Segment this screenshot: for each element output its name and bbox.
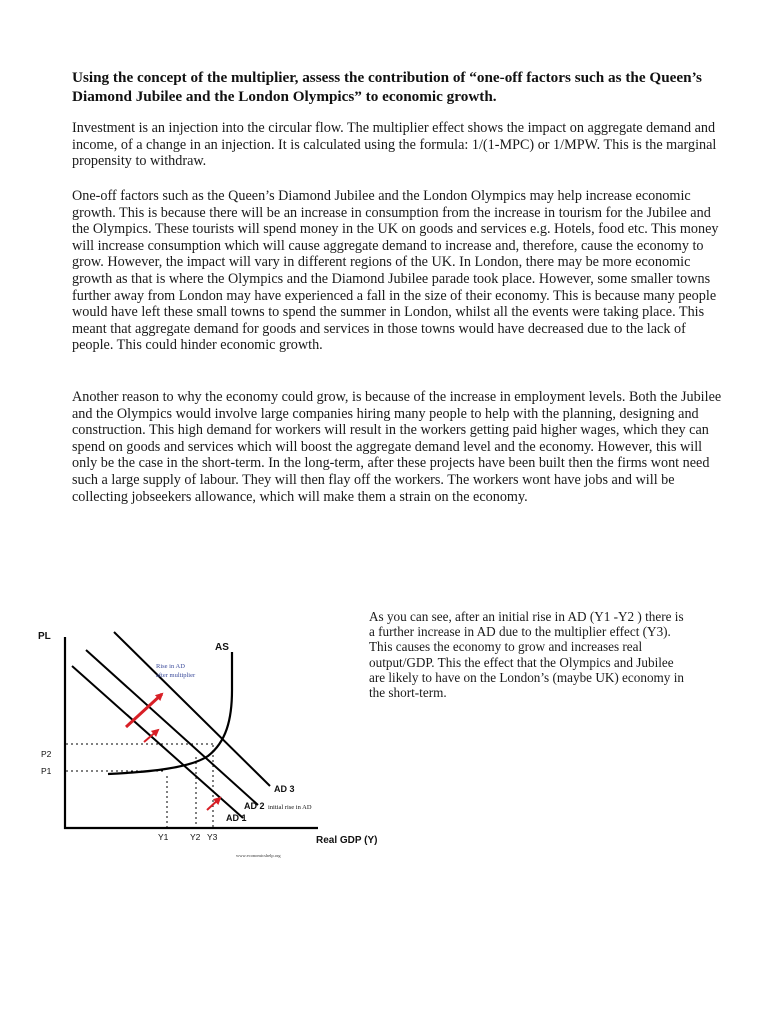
multiplier-annotation-line-1: Rise in AD [156, 663, 185, 670]
x-axis-label: Real GDP (Y) [316, 835, 378, 846]
paragraph-one-off-factors: One-off factors such as the Queen’s Diamond Jubilee and the London Olympics may help increase economic growth. This is because there will be an increase in consumption from the increase in tourism for the Jubilee and the Olympics. These tourists will spend money in the UK on goods and services e.g. Hotels, food etc. This money will increase consumption which will cause aggregate demand to increase and, therefore, cause the economy to grow. However, the impact will vary in different regions of the UK. In London, there may be more economic growth as that is where the Olympics and the Diamond Jubilee parade took place. However, some smaller towns further away from London may have experienced a fall in the size of their economy. This is because many people would have left these small towns to spend the summer in London, whilst all the events were taking place. This meant that aggregate demand for goods and services in those towns would have decreased due to the lack of people. This could hinder economic growth. [72, 188, 719, 354]
y3-tick-label: Y3 [207, 832, 218, 842]
paragraph-multiplier-definition: Investment is an injection into the circular flow. The multiplier effect shows the impact on aggregate demand and income, of a change in an injection. It is calculated using the formula: 1/(1-MPC) or 1/MPW. This is the marginal propensity to withdraw. [72, 120, 717, 170]
document-heading: Using the concept of the multiplier, assess the contribution of “one-off factors such as the Queen’s Diamond Jubilee and the London Olympics” to economic growth. [72, 69, 702, 105]
ad1-curve [72, 666, 243, 818]
multiplier-arrow [126, 694, 162, 727]
y-axis-label: PL [38, 631, 51, 642]
p1-tick-label: P1 [41, 766, 52, 776]
p2-tick-label: P2 [41, 749, 52, 759]
chart-source: www.economicshelp.org [236, 853, 281, 858]
ad1-label: AD 1 [226, 813, 247, 823]
ad-as-chart [30, 610, 378, 870]
chart-explanation: As you can see, after an initial rise in AD (Y1 -Y2 ) there is a further increase in AD due to the multiplier effect (Y3). This causes the economy to grow and increases real output/GDP. This the effect that the Olympics and Jubilee are likely to have on the London’s (maybe UK) economy in the short-term. [369, 609, 684, 701]
y2-tick-label: Y2 [190, 832, 201, 842]
initial-rise-arrow-lower [207, 798, 220, 810]
initial-rise-annotation: initial rise in AD [268, 804, 312, 811]
multiplier-annotation-line-2: after multiplier [156, 672, 196, 679]
multiplier-annotation [156, 663, 196, 679]
ad2-label: AD 2 [244, 801, 265, 811]
ad3-label: AD 3 [274, 784, 295, 794]
as-label: AS [215, 642, 229, 653]
paragraph-employment: Another reason to why the economy could grow, is because of the increase in employment levels. Both the Jubilee and the Olympics would involve large companies hiring many people to help with the planning, designing and construction. This high demand for workers will result in the workers getting paid higher wages, which they can spend on goods and services which will boost the aggregate demand level and the economy. However, this will only be the case in the short-term. In the long-term, after these projects have been built then the firms wont need such a large supply of labour. They will then flay off the workers. The workers wont have jobs and will be collecting jobseekers allowance, which will make them a strain on the economy. [72, 389, 722, 505]
y1-tick-label: Y1 [158, 832, 169, 842]
